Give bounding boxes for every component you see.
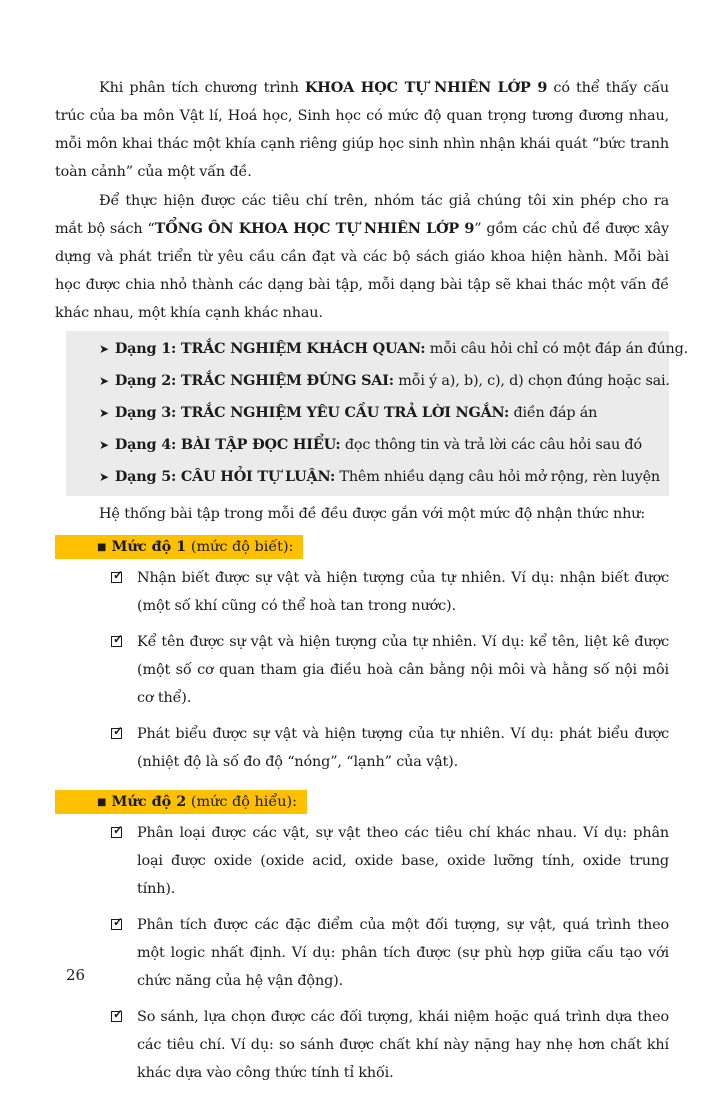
- criterion-item: [55, 911, 669, 995]
- criterion-text: Nhận biết được sự vật và hiện tượng của tự nhiên. Ví dụ: nhận biết được (một số khí cũng có thể hoà tan trong nước).: [137, 570, 669, 614]
- criterion-item: [55, 628, 669, 712]
- page-content: [55, 74, 689, 1095]
- checkbox-checked-icon: ✓: [113, 823, 123, 837]
- arrow-bullet-icon: ➤: [99, 470, 109, 484]
- level-2-heading: [97, 784, 669, 819]
- para1-bold-title: KHOA HỌC TỰ NHIÊN LỚP 9: [304, 79, 548, 96]
- square-bullet-icon: ■: [97, 542, 107, 553]
- question-type-item: [66, 333, 689, 365]
- criterion-text: Phân tích được các đặc điểm của một đối tượng, sự vật, quá trình theo một logic nhất định. Ví dụ: phân tích được (sự phù hợp giữa cấu tạo với chức năng của hệ vận động).: [137, 917, 669, 989]
- question-type-item: [66, 461, 669, 493]
- para1-text-end: có thể thấy cấu trúc của ba môn Vật lí, Hoá học, Sinh học có mức độ quan trọng tương đương nhau, mỗi môn khai thác một khía cạnh riêng giúp học sinh nhìn nhận khái quát “bức tranh toàn cảnh” của một vấn đề.: [55, 80, 670, 180]
- question-type-desc: đọc thông tin và trả lời các câu hỏi sau đó: [340, 437, 642, 453]
- arrow-bullet-icon: ➤: [99, 342, 109, 356]
- level-highlight: [55, 790, 307, 814]
- question-type-item: [66, 397, 669, 429]
- criterion-text: Phát biểu được sự vật và hiện tượng của tự nhiên. Ví dụ: phát biểu được (nhiệt độ là số đo độ “nóng”, “lạnh” của vật).: [137, 726, 669, 770]
- question-type-name: Dạng 3: TRẮC NGHIỆM YÊU CẦU TRẢ LỜI NGẮN:: [114, 404, 510, 421]
- intro-paragraph-1: [55, 74, 669, 186]
- question-type-desc: mỗi câu hỏi chỉ có một đáp án đúng.: [425, 341, 689, 357]
- criterion-item: [55, 720, 669, 776]
- page-number: 26: [66, 966, 86, 984]
- criterion-item: [55, 564, 669, 620]
- intro-paragraph-2: [55, 187, 669, 327]
- para1-text-start: Khi phân tích chương trình: [99, 80, 305, 96]
- checkbox-checked-icon: ✓: [113, 915, 123, 929]
- square-bullet-icon: ■: [97, 797, 107, 808]
- criterion-text: So sánh, lựa chọn được các đối tượng, khái niệm hoặc quá trình dựa theo các tiêu chí. Ví dụ: so sánh được chất khí này nặng hay nhẹ hơn chất khí khác dựa vào công thức tính tỉ khối.: [137, 1009, 669, 1081]
- checkbox-checked-icon: ✓: [113, 724, 123, 738]
- level-highlight: [55, 535, 303, 559]
- para2-text-start: Để thực hiện được các tiêu chí trên, nhóm tác giả chúng tôi xin phép cho ra mắt bộ sách “: [55, 193, 669, 237]
- arrow-bullet-icon: ➤: [99, 406, 109, 420]
- arrow-bullet-icon: ➤: [99, 374, 109, 388]
- system-intro-text: Hệ thống bài tập trong mỗi đề đều được gắn với một mức độ nhận thức như:: [99, 506, 646, 522]
- level-title: Mức độ 1: [111, 538, 187, 555]
- criterion-item: [55, 1003, 669, 1087]
- level-title: Mức độ 2: [111, 793, 187, 810]
- question-type-name: Dạng 1: TRẮC NGHIỆM KHÁCH QUAN:: [114, 340, 426, 357]
- criterion-text: Kể tên được sự vật và hiện tượng của tự nhiên. Ví dụ: kể tên, liệt kê được (một số cơ quan tham gia điều hoà cân bằng nội môi và hằng số nội môi cơ thể).: [137, 634, 669, 706]
- para2-bold-title: TỔNG ÔN KHOA HỌC TỰ NHIÊN LỚP 9: [154, 220, 475, 237]
- criterion-item: [55, 819, 669, 903]
- checkbox-checked-icon: ✓: [113, 568, 123, 582]
- criterion-text: Phân loại được các vật, sự vật theo các tiêu chí khác nhau. Ví dụ: phân loại được oxide (oxide acid, oxide base, oxide lưỡng tính, oxide trung tính).: [137, 825, 669, 897]
- question-type-item: [66, 429, 669, 461]
- question-type-name: Dạng 4: BÀI TẬP ĐỌC HIỂU:: [114, 436, 341, 453]
- level-subtitle: (mức độ biết):: [186, 539, 294, 555]
- question-types-box: [66, 331, 689, 496]
- question-type-name: Dạng 2: TRẮC NGHIỆM ĐÚNG SAI:: [114, 372, 394, 389]
- checkbox-checked-icon: ✓: [113, 632, 123, 646]
- para2-text-end: ” gồm các chủ đề được xây dựng và phát triển từ yêu cầu cần đạt và các bộ sách giáo khoa hiện hành. Mỗi bài học được chia nhỏ thành các dạng bài tập, mỗi dạng bài tập sẽ khai thác một vấn đề khác nhau, một khía cạnh khác nhau.: [55, 221, 670, 321]
- level-subtitle: (mức độ hiểu):: [186, 794, 297, 810]
- arrow-bullet-icon: ➤: [99, 438, 109, 452]
- question-type-desc: điền đáp án: [509, 405, 598, 421]
- level-1-heading: [97, 529, 669, 564]
- question-type-name: Dạng 5: CÂU HỎI TỰ LUẬN:: [114, 468, 336, 485]
- question-type-desc: Thêm nhiều dạng câu hỏi mở rộng, rèn luyện: [335, 469, 660, 485]
- question-type-item: [66, 365, 669, 397]
- question-type-desc: mỗi ý a), b), c), d) chọn đúng hoặc sai.: [393, 373, 670, 389]
- checkbox-checked-icon: ✓: [113, 1007, 123, 1021]
